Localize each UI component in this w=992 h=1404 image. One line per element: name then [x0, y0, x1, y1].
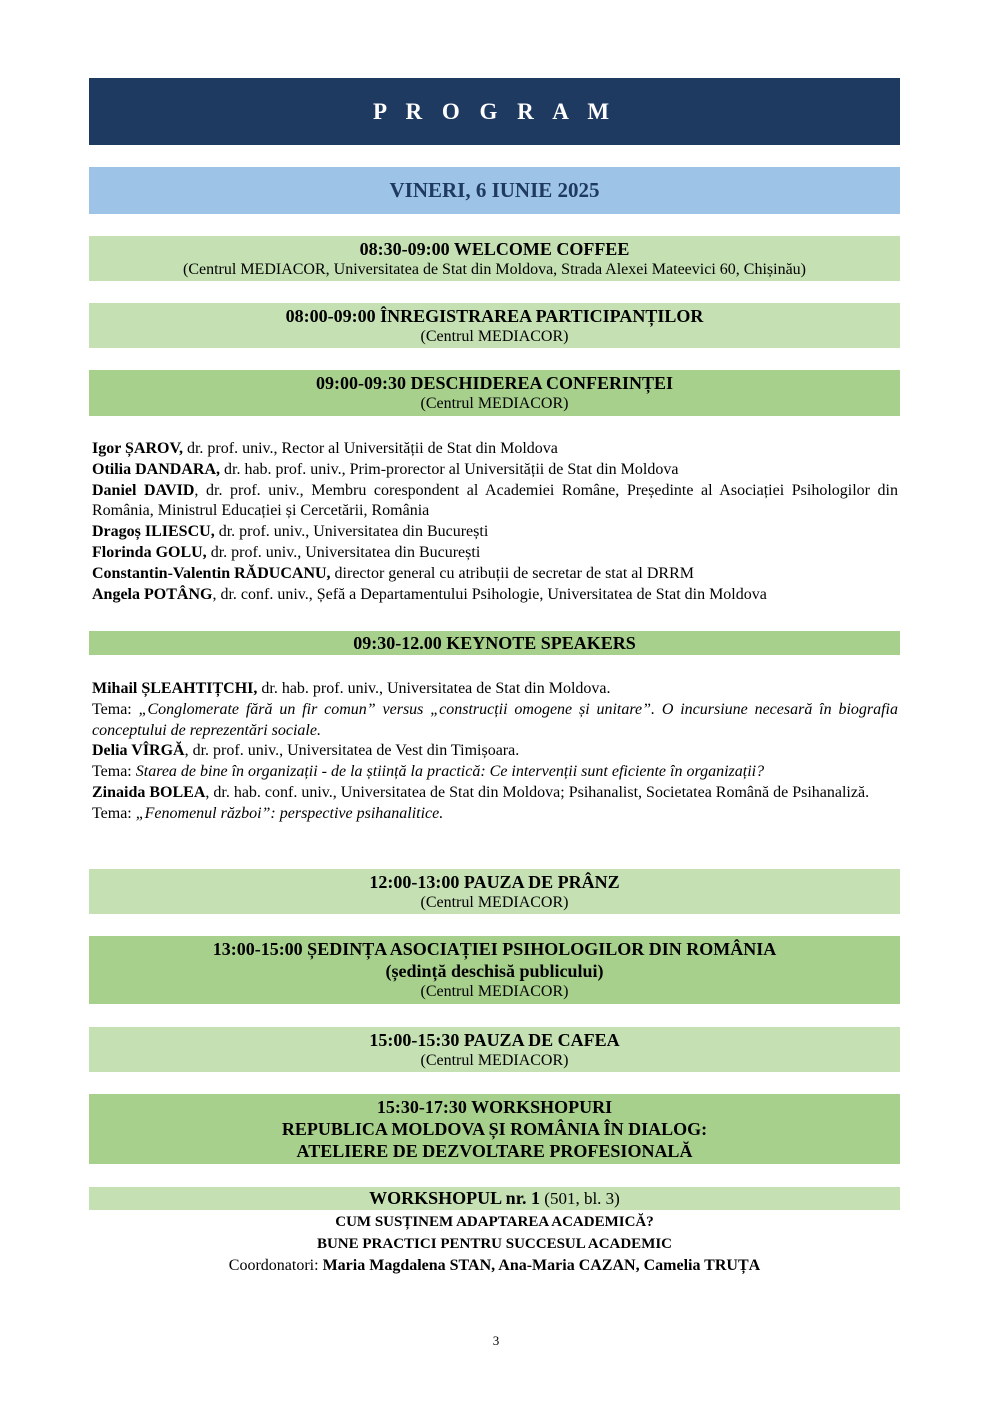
- speaker-name: Zinaida BOLEA: [92, 783, 206, 801]
- session-coffee-break: [89, 1027, 900, 1072]
- topic-label: Tema:: [92, 700, 139, 718]
- speaker-name: Angela POTÂNG: [92, 585, 213, 603]
- keynote-topic: [92, 804, 898, 825]
- session-apr-meeting: [89, 936, 900, 1004]
- keynote-entry: [92, 783, 898, 804]
- session-title: 09:00-09:30 DESCHIDEREA CONFERINȚEI: [315, 373, 674, 393]
- session-location: (Centrul MEDIACOR): [420, 395, 569, 412]
- topic-text: Starea de bine în organizații - de la știință la practică: Ce intervenții sunt eficiente în organizații?: [135, 763, 765, 781]
- speaker-details: director general cu atribuții de secretar de stat al DRRM: [330, 564, 694, 582]
- program-title: P R O G R A M: [89, 78, 900, 145]
- speaker-name: Otilia DANDARA,: [92, 460, 220, 478]
- workshop-1-heading: [89, 1187, 900, 1210]
- session-location: (Centrul MEDIACOR, Universitatea de Stat din Moldova, Strada Alexei Mateevici 60, Chișinău): [183, 261, 806, 278]
- workshop-title-line: BUNE PRACTICI PENTRU SUCCESUL ACADEMIC: [316, 1236, 673, 1252]
- topic-label: Tema:: [92, 763, 136, 781]
- speaker-name: Igor ȘAROV,: [92, 440, 183, 457]
- page-number: 3: [492, 1333, 500, 1348]
- speaker-entry: [92, 460, 898, 481]
- session-opening: [89, 370, 900, 416]
- topic-text: „Fenomenul război”: perspective psihanalitice.: [135, 804, 444, 822]
- workshop-1-details: [89, 1211, 900, 1276]
- session-lunch: [89, 869, 900, 914]
- session-location: (Centrul MEDIACOR): [420, 983, 569, 1000]
- session-title: 08:00-09:00 ÎNREGISTRAREA PARTICIPANȚILOR: [285, 306, 704, 326]
- session-location: (Centrul MEDIACOR): [420, 894, 569, 911]
- session-title: 13:00-15:00 ȘEDINȚA ASOCIAȚIEI PSIHOLOGILOR DIN ROMÂNIA: [212, 939, 777, 959]
- keynote-topic: [92, 700, 898, 742]
- speaker-name: Daniel DAVID: [92, 481, 195, 499]
- session-workshops: [89, 1094, 900, 1164]
- speaker-details: dr. hab. prof. univ., Prim-prorector al Universității de Stat din Moldova: [220, 460, 679, 478]
- day-heading: VINERI, 6 IUNIE 2025: [89, 167, 900, 214]
- session-registration: [89, 303, 900, 348]
- speaker-details: , dr. prof. univ., Universitatea de Vest din Timișoara.: [184, 742, 520, 760]
- keynote-speakers-list: [92, 679, 898, 825]
- session-subtitle: ATELIERE DE DEZVOLTARE PROFESIONALĂ: [296, 1141, 693, 1161]
- keynote-entry: [92, 741, 898, 762]
- speaker-name: Constantin-Valentin RĂDUCANU,: [92, 564, 331, 582]
- speaker-name: Delia VÎRGĂ: [92, 742, 185, 760]
- session-title: 15:00-15:30 PAUZA DE CAFEA: [369, 1030, 620, 1050]
- speaker-details: , dr. prof. univ., Membru corespondent al Academiei Române, Președinte al Asociației Psihologilor din România, Ministrul Educației și Cercetării, România: [92, 481, 899, 520]
- session-title: 09:30-12.00 KEYNOTE SPEAKERS: [353, 633, 636, 653]
- session-keynote: [89, 631, 900, 655]
- coordinators-label: Coordonatori:: [228, 1257, 323, 1274]
- session-location: (Centrul MEDIACOR): [420, 1052, 569, 1069]
- coordinators-names: Maria Magdalena STAN, Ana-Maria CAZAN, Camelia TRUȚA: [322, 1257, 761, 1274]
- session-title: 15:30-17:30 WORKSHOPURI: [376, 1097, 613, 1117]
- speaker-name: Dragoș ILIESCU,: [92, 523, 215, 541]
- speaker-entry: [92, 439, 898, 460]
- speaker-details: , dr. hab. conf. univ., Universitatea de Stat din Moldova; Psihanalist, Societatea Română de Psihanaliză.: [205, 783, 870, 801]
- opening-speakers-list: [92, 439, 898, 605]
- speaker-entry: [92, 481, 898, 523]
- workshop-title-line: CUM SUSȚINEM ADAPTAREA ACADEMICĂ?: [335, 1214, 654, 1230]
- speaker-name: Florinda GOLU,: [92, 543, 207, 561]
- speaker-name: Mihail ȘLEAHTIȚCHI,: [92, 680, 258, 697]
- speaker-details: , dr. conf. univ., Șefă a Departamentului Psihologie, Universitatea de Stat din Moldova: [212, 585, 767, 603]
- session-title: 12:00-13:00 PAUZA DE PRÂNZ: [369, 872, 620, 892]
- session-subtitle: (ședință deschisă publicului): [385, 961, 604, 981]
- session-welcome-coffee: [89, 236, 900, 281]
- speaker-entry: [92, 585, 898, 606]
- topic-label: Tema:: [92, 804, 136, 822]
- session-title: 08:30-09:00 WELCOME COFFEE: [359, 239, 630, 259]
- speaker-entry: [92, 564, 898, 585]
- speaker-entry: [92, 543, 898, 564]
- workshop-label: WORKSHOPUL nr. 1: [369, 1188, 541, 1208]
- keynote-topic: [92, 762, 898, 783]
- session-location: (Centrul MEDIACOR): [420, 328, 569, 345]
- session-subtitle: REPUBLICA MOLDOVA ȘI ROMÂNIA ÎN DIALOG:: [281, 1119, 708, 1139]
- workshop-coordinators: [89, 1255, 900, 1276]
- speaker-details: dr. prof. univ., Universitatea din București: [214, 523, 489, 541]
- speaker-details: dr. prof. univ., Universitatea din București: [206, 543, 481, 561]
- topic-text: „Conglomerate fără un fir comun” versus „construcții omogene și unitare”. O incursiune necesară în biografia conceptului de reprezentări sociale.: [92, 700, 898, 739]
- keynote-entry: [92, 679, 898, 700]
- speaker-details: dr. hab. prof. univ., Universitatea de Stat din Moldova.: [257, 680, 611, 697]
- workshop-room: (501, bl. 3): [540, 1189, 620, 1208]
- speaker-details: dr. prof. univ., Rector al Universității de Stat din Moldova: [182, 440, 558, 457]
- speaker-entry: [92, 522, 898, 543]
